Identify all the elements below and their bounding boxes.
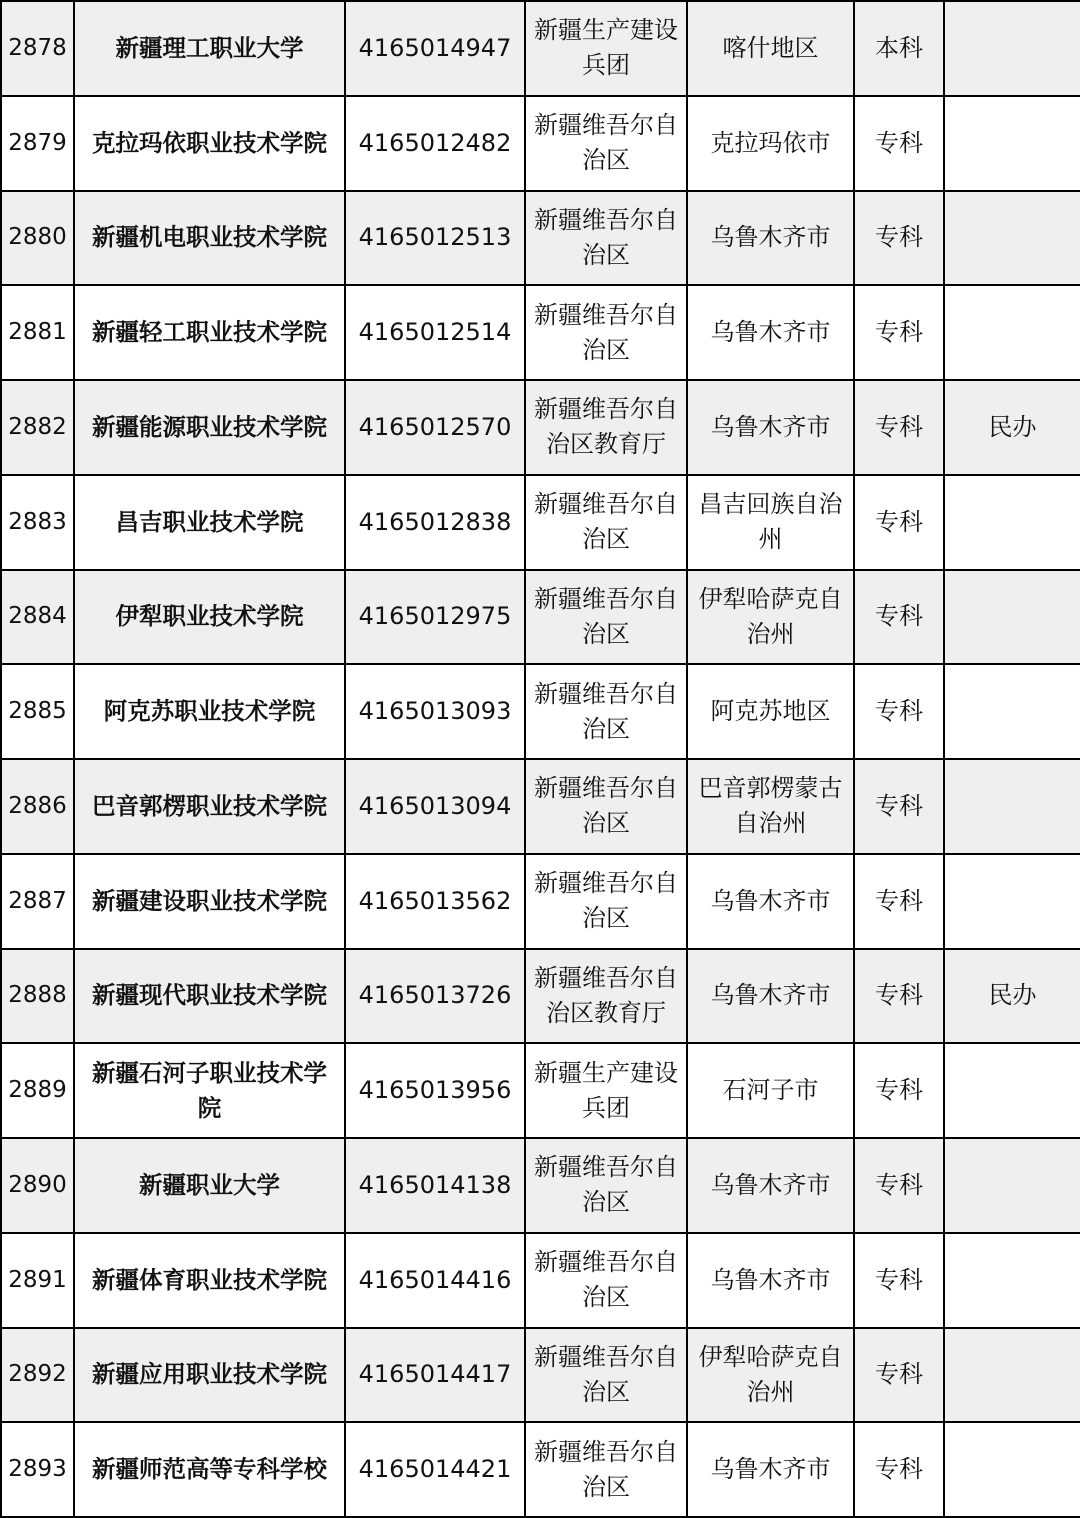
level-cell: 专科	[854, 191, 944, 286]
serial-number-cell: 2892	[1, 1328, 74, 1423]
location-cell: 乌鲁木齐市	[687, 191, 854, 286]
school-name-cell: 新疆能源职业技术学院	[74, 380, 345, 475]
note-cell	[944, 759, 1080, 854]
table-row	[1, 570, 1080, 665]
level-cell: 本科	[854, 1, 944, 96]
serial-number-cell: 2881	[1, 285, 74, 380]
table-row	[1, 1422, 1080, 1517]
table-row	[1, 949, 1080, 1044]
location-cell: 乌鲁木齐市	[687, 1233, 854, 1328]
school-name-cell: 新疆职业大学	[74, 1138, 345, 1233]
level-cell: 专科	[854, 285, 944, 380]
table-row	[1, 759, 1080, 854]
level-cell: 专科	[854, 1138, 944, 1233]
authority-cell: 新疆生产建设兵团	[525, 1043, 687, 1138]
school-code-cell: 4165012975	[345, 570, 525, 665]
school-code-cell: 4165012482	[345, 96, 525, 191]
school-name-cell: 新疆现代职业技术学院	[74, 949, 345, 1044]
location-cell: 伊犁哈萨克自治州	[687, 570, 854, 665]
school-code-cell: 4165014947	[345, 1, 525, 96]
level-cell: 专科	[854, 380, 944, 475]
note-cell	[944, 1138, 1080, 1233]
school-code-cell: 4165013562	[345, 854, 525, 949]
school-name-cell: 巴音郭楞职业技术学院	[74, 759, 345, 854]
level-cell: 专科	[854, 854, 944, 949]
school-name-cell: 昌吉职业技术学院	[74, 475, 345, 570]
note-cell	[944, 1043, 1080, 1138]
location-cell: 阿克苏地区	[687, 664, 854, 759]
table-row	[1, 854, 1080, 949]
serial-number-cell: 2879	[1, 96, 74, 191]
school-name-cell: 新疆建设职业技术学院	[74, 854, 345, 949]
school-name-cell: 新疆应用职业技术学院	[74, 1328, 345, 1423]
school-code-cell: 4165014416	[345, 1233, 525, 1328]
location-cell: 乌鲁木齐市	[687, 949, 854, 1044]
authority-cell: 新疆维吾尔自治区	[525, 1138, 687, 1233]
level-cell: 专科	[854, 475, 944, 570]
note-cell	[944, 475, 1080, 570]
table-row	[1, 285, 1080, 380]
level-cell: 专科	[854, 1043, 944, 1138]
authority-cell: 新疆维吾尔自治区	[525, 285, 687, 380]
school-code-cell: 4165014417	[345, 1328, 525, 1423]
authority-cell: 新疆维吾尔自治区	[525, 191, 687, 286]
serial-number-cell: 2885	[1, 664, 74, 759]
authority-cell: 新疆维吾尔自治区	[525, 664, 687, 759]
table-row	[1, 1233, 1080, 1328]
authority-cell: 新疆维吾尔自治区	[525, 759, 687, 854]
authority-cell: 新疆维吾尔自治区教育厅	[525, 380, 687, 475]
note-cell	[944, 191, 1080, 286]
location-cell: 乌鲁木齐市	[687, 380, 854, 475]
serial-number-cell: 2880	[1, 191, 74, 286]
school-code-cell: 4165014421	[345, 1422, 525, 1517]
serial-number-cell: 2884	[1, 570, 74, 665]
serial-number-cell: 2889	[1, 1043, 74, 1138]
table-row	[1, 1, 1080, 96]
serial-number-cell: 2882	[1, 380, 74, 475]
serial-number-cell: 2878	[1, 1, 74, 96]
authority-cell: 新疆维吾尔自治区	[525, 96, 687, 191]
note-cell	[944, 96, 1080, 191]
authority-cell: 新疆维吾尔自治区	[525, 854, 687, 949]
authority-cell: 新疆维吾尔自治区	[525, 475, 687, 570]
location-cell: 昌吉回族自治州	[687, 475, 854, 570]
authority-cell: 新疆维吾尔自治区	[525, 570, 687, 665]
school-code-cell: 4165013726	[345, 949, 525, 1044]
authority-cell: 新疆维吾尔自治区	[525, 1328, 687, 1423]
note-cell	[944, 1328, 1080, 1423]
table-body	[1, 1, 1080, 1517]
authority-cell: 新疆维吾尔自治区	[525, 1422, 687, 1517]
serial-number-cell: 2883	[1, 475, 74, 570]
serial-number-cell: 2887	[1, 854, 74, 949]
school-code-cell: 4165013956	[345, 1043, 525, 1138]
location-cell: 克拉玛依市	[687, 96, 854, 191]
table-row	[1, 1138, 1080, 1233]
level-cell: 专科	[854, 96, 944, 191]
location-cell: 乌鲁木齐市	[687, 1138, 854, 1233]
serial-number-cell: 2890	[1, 1138, 74, 1233]
table-row	[1, 1328, 1080, 1423]
location-cell: 巴音郭楞蒙古自治州	[687, 759, 854, 854]
level-cell: 专科	[854, 759, 944, 854]
school-name-cell: 新疆石河子职业技术学院	[74, 1043, 345, 1138]
school-name-cell: 新疆机电职业技术学院	[74, 191, 345, 286]
school-name-cell: 阿克苏职业技术学院	[74, 664, 345, 759]
location-cell: 乌鲁木齐市	[687, 1422, 854, 1517]
school-name-cell: 新疆理工职业大学	[74, 1, 345, 96]
authority-cell: 新疆维吾尔自治区	[525, 1233, 687, 1328]
table-row	[1, 380, 1080, 475]
level-cell: 专科	[854, 1328, 944, 1423]
note-cell	[944, 570, 1080, 665]
level-cell: 专科	[854, 1422, 944, 1517]
note-cell	[944, 1422, 1080, 1517]
table-row	[1, 475, 1080, 570]
school-code-cell: 4165013094	[345, 759, 525, 854]
serial-number-cell: 2891	[1, 1233, 74, 1328]
note-cell: 民办	[944, 380, 1080, 475]
serial-number-cell: 2888	[1, 949, 74, 1044]
level-cell: 专科	[854, 949, 944, 1044]
school-code-cell: 4165013093	[345, 664, 525, 759]
school-code-cell: 4165012514	[345, 285, 525, 380]
table-row	[1, 1043, 1080, 1138]
school-name-cell: 克拉玛依职业技术学院	[74, 96, 345, 191]
school-code-cell: 4165012838	[345, 475, 525, 570]
authority-cell: 新疆维吾尔自治区教育厅	[525, 949, 687, 1044]
location-cell: 乌鲁木齐市	[687, 854, 854, 949]
note-cell	[944, 1233, 1080, 1328]
school-code-cell: 4165012570	[345, 380, 525, 475]
level-cell: 专科	[854, 570, 944, 665]
location-cell: 石河子市	[687, 1043, 854, 1138]
location-cell: 伊犁哈萨克自治州	[687, 1328, 854, 1423]
school-name-cell: 新疆师范高等专科学校	[74, 1422, 345, 1517]
school-code-cell: 4165014138	[345, 1138, 525, 1233]
school-code-cell: 4165012513	[345, 191, 525, 286]
table-row	[1, 664, 1080, 759]
note-cell	[944, 285, 1080, 380]
location-cell: 乌鲁木齐市	[687, 285, 854, 380]
level-cell: 专科	[854, 664, 944, 759]
serial-number-cell: 2893	[1, 1422, 74, 1517]
note-cell	[944, 1, 1080, 96]
note-cell: 民办	[944, 949, 1080, 1044]
note-cell	[944, 664, 1080, 759]
school-name-cell: 新疆体育职业技术学院	[74, 1233, 345, 1328]
note-cell	[944, 854, 1080, 949]
level-cell: 专科	[854, 1233, 944, 1328]
table-row	[1, 191, 1080, 286]
school-name-cell: 新疆轻工职业技术学院	[74, 285, 345, 380]
table-row	[1, 96, 1080, 191]
authority-cell: 新疆生产建设兵团	[525, 1, 687, 96]
location-cell: 喀什地区	[687, 1, 854, 96]
serial-number-cell: 2886	[1, 759, 74, 854]
school-name-cell: 伊犁职业技术学院	[74, 570, 345, 665]
